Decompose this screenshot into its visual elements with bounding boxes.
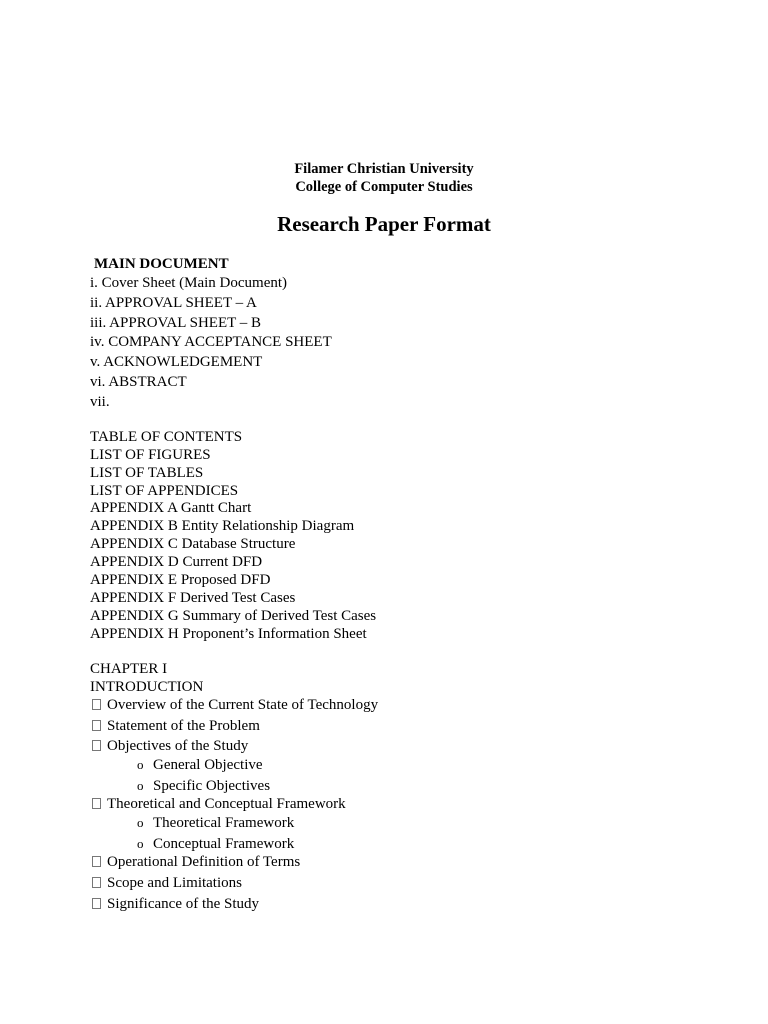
document-title: Research Paper Format — [277, 212, 491, 236]
chapter-bullet-item — [90, 737, 248, 755]
chapter-bullet-item — [90, 853, 300, 871]
sub-item-text: Specific Objectives — [153, 778, 271, 794]
chapter-bullet-item — [90, 795, 346, 813]
chapter-sub-item — [137, 777, 270, 795]
appendix-item: APPENDIX E Proposed DFD — [90, 572, 271, 588]
chapter-bullet-item — [90, 696, 378, 714]
sub-bullet-marker: o — [137, 757, 144, 772]
chapter-title: INTRODUCTION — [90, 679, 204, 695]
sub-bullet-marker: o — [137, 836, 144, 851]
bullet-box-icon — [92, 798, 101, 809]
college-name: College of Computer Studies — [295, 179, 473, 195]
bullet-item-text: Objectives of the Study — [107, 738, 249, 754]
chapter-bullet-item — [90, 874, 242, 892]
chapter-label: CHAPTER I — [90, 661, 168, 677]
sub-bullet-marker: o — [137, 778, 144, 793]
appendix-item: APPENDIX C Database Structure — [90, 536, 296, 552]
main-document-item: iii. APPROVAL SHEET – B — [90, 315, 262, 331]
main-document-item: ii. APPROVAL SHEET – A — [90, 295, 257, 311]
front-matter-item: LIST OF TABLES — [90, 465, 204, 481]
appendix-item: APPENDIX G Summary of Derived Test Cases — [90, 608, 377, 624]
front-matter-item: TABLE OF CONTENTS — [90, 429, 243, 445]
appendix-item: APPENDIX F Derived Test Cases — [90, 590, 296, 606]
bullet-box-icon — [92, 856, 101, 867]
front-matter-item: LIST OF FIGURES — [90, 447, 211, 463]
chapter-sub-item — [137, 835, 294, 853]
appendix-item: APPENDIX D Current DFD — [90, 554, 263, 570]
bullet-box-icon — [92, 898, 101, 909]
bullet-item-text: Statement of the Problem — [107, 718, 260, 734]
bullet-item-text: Scope and Limitations — [107, 875, 242, 891]
chapter-sub-item — [137, 756, 263, 774]
appendix-item: APPENDIX H Proponent’s Information Sheet — [90, 626, 367, 642]
main-document-item: i. Cover Sheet (Main Document) — [90, 275, 288, 291]
bullet-item-text: Theoretical and Conceptual Framework — [107, 796, 346, 812]
front-matter-item: LIST OF APPENDICES — [90, 483, 239, 499]
university-name: Filamer Christian University — [294, 161, 474, 177]
chapter-sub-item — [137, 814, 294, 832]
bullet-box-icon — [92, 740, 101, 751]
chapter-bullet-item — [90, 895, 259, 913]
sub-bullet-marker: o — [137, 815, 144, 830]
appendix-item: APPENDIX A Gantt Chart — [90, 500, 252, 516]
bullet-item-text: Operational Definition of Terms — [107, 854, 301, 870]
main-document-item: vi. ABSTRACT — [90, 374, 187, 390]
bullet-item-text: Overview of the Current State of Technology — [107, 697, 379, 713]
bullet-item-text: Significance of the Study — [107, 896, 260, 912]
main-document-item: iv. COMPANY ACCEPTANCE SHEET — [90, 334, 332, 350]
bullet-box-icon — [92, 877, 101, 888]
sub-item-text: Theoretical Framework — [153, 815, 295, 831]
bullet-box-icon — [92, 720, 101, 731]
appendix-item: APPENDIX B Entity Relationship Diagram — [90, 518, 355, 534]
main-document-heading: MAIN DOCUMENT — [94, 256, 229, 272]
chapter-bullet-item — [90, 717, 260, 735]
sub-item-text: General Objective — [153, 757, 263, 773]
bullet-box-icon — [92, 699, 101, 710]
main-document-item: vii. — [90, 394, 110, 410]
main-document-item: v. ACKNOWLEDGEMENT — [90, 354, 263, 370]
sub-item-text: Conceptual Framework — [153, 836, 295, 852]
